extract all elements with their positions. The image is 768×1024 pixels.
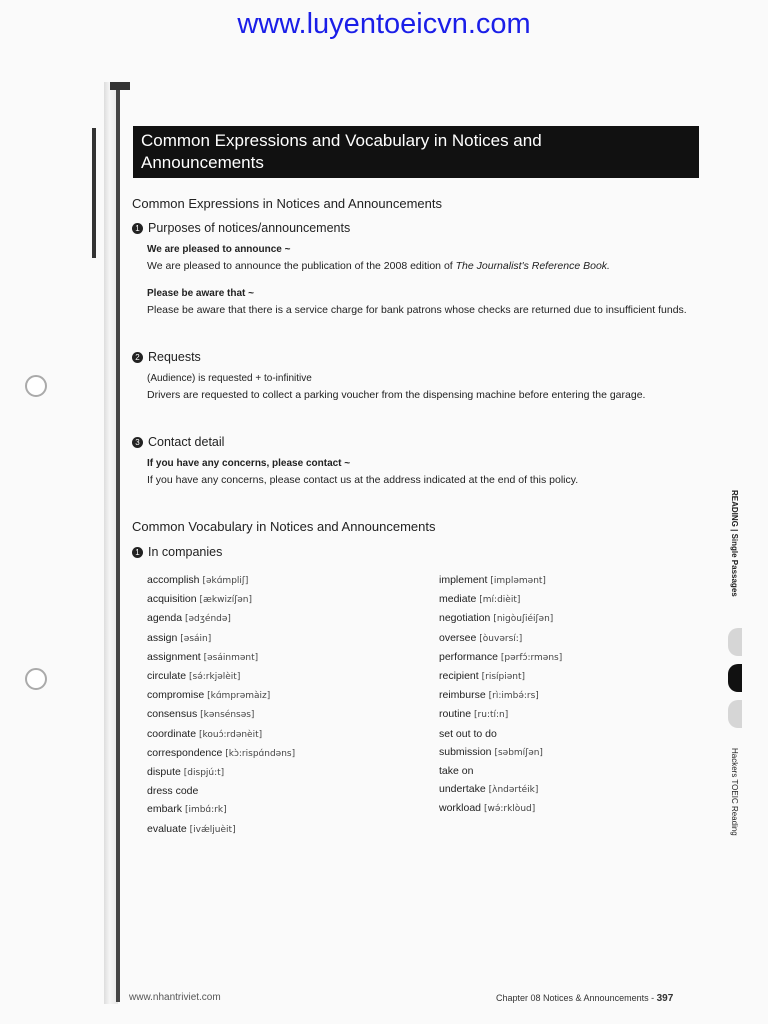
vocab-pronunciation: [kɑ́mprəmàiz] <box>207 691 271 702</box>
vocab-item <box>147 820 295 839</box>
subsection-heading-text: Contact detail <box>148 435 225 449</box>
subsection-heading-purposes <box>132 221 350 235</box>
page-number: 397 <box>656 993 674 1004</box>
vocab-pronunciation: [dispjú:t] <box>183 768 225 779</box>
vocab-word: set out to do <box>439 727 497 740</box>
footer-separator: - <box>648 993 657 1003</box>
vocab-item <box>147 782 295 800</box>
watermark-url[interactable]: www.luyentoeicvn.com <box>237 8 531 40</box>
number-badge: 3 <box>132 437 143 448</box>
vocab-item <box>147 629 295 648</box>
chapter-header-band <box>133 126 699 178</box>
footer-chapter-title: Chapter 08 Notices & Announcements <box>496 993 649 1003</box>
vocab-word: coordinate <box>147 727 197 740</box>
vocab-pronunciation: [impləmənt] <box>490 576 546 586</box>
vocab-pronunciation: [imbɑ́:rk] <box>184 805 227 816</box>
vocab-pronunciation: [kouɔ́:rdənèit] <box>198 729 263 740</box>
expression-label: If you have any concerns, please contact ~ <box>147 458 351 469</box>
book-spine-line <box>116 82 120 1002</box>
vocab-word: performance <box>439 650 498 663</box>
vocab-word: workload <box>439 802 482 815</box>
vocab-word: recipient <box>439 670 479 683</box>
section-title-vocabulary: Common Vocabulary in Notices and Announcements <box>132 519 436 534</box>
vocab-word: correspondence <box>147 746 223 759</box>
vocab-item <box>439 648 562 667</box>
vocab-pronunciation: [risípiənt] <box>481 672 526 683</box>
vocab-item <box>439 629 562 648</box>
number-badge: 1 <box>132 547 143 558</box>
subsection-heading-text: Purposes of notices/announcements <box>148 221 351 235</box>
vocab-item <box>147 800 295 819</box>
vocab-word: take on <box>439 765 474 778</box>
vocabulary-column-left <box>147 571 295 839</box>
vocab-word: reimburse <box>439 689 486 702</box>
vocab-item <box>147 763 295 782</box>
vocab-pronunciation: [ækwizíʃən] <box>199 595 252 606</box>
vocab-word: assignment <box>147 650 201 663</box>
example-block <box>147 286 687 318</box>
subsection-heading-text: Requests <box>148 350 201 364</box>
vocab-pronunciation: [wə́:rklòud] <box>483 804 536 815</box>
example-block <box>147 456 687 488</box>
vocab-word: mediate <box>439 593 477 606</box>
vocab-word: evaluate <box>147 822 187 835</box>
vocab-item <box>147 571 295 590</box>
vocab-word: dispute <box>147 766 181 779</box>
vocab-item <box>439 609 562 628</box>
vocab-item <box>147 590 295 609</box>
vocab-item <box>147 725 295 744</box>
subsection-heading-requests <box>132 350 201 364</box>
vocab-pronunciation: [ru:tí:n] <box>474 710 509 721</box>
vocab-word: dress code <box>147 785 199 798</box>
vocab-pronunciation: [səbmíʃən] <box>494 747 543 758</box>
vocab-word: negotiation <box>439 612 491 625</box>
example-sentence: If you have any concerns, please contact us at the address indicated at the end of this policy. <box>147 474 579 486</box>
book-title-italic: The Journalist's Reference Book. <box>455 260 610 272</box>
section-title-expressions: Common Expressions in Notices and Announcements <box>132 196 442 211</box>
vocab-item <box>439 799 562 818</box>
vocab-pronunciation: [əsáin] <box>180 633 212 644</box>
vocab-word: embark <box>147 803 183 816</box>
example-sentence: Please be aware that there is a service charge for bank patrons whose checks are returned due to insufficient funds. <box>147 304 687 316</box>
vocab-item <box>439 590 562 609</box>
vocab-item <box>439 571 562 590</box>
subsection-heading-text: In companies <box>148 545 223 559</box>
binder-hole-bottom <box>25 668 47 690</box>
vocab-item <box>147 705 295 724</box>
vocab-pronunciation: [kənsénsəs] <box>200 710 255 721</box>
footer-website[interactable]: www.nhantriviet.com <box>129 992 221 1003</box>
vocab-pronunciation: [òuvərsí:] <box>479 633 523 644</box>
vocab-word: assign <box>147 631 178 644</box>
vocab-word: agenda <box>147 612 183 625</box>
vocab-item <box>439 743 562 762</box>
vocab-pronunciation: [sə́:rkjəlèit] <box>189 672 241 683</box>
vocab-item <box>147 744 295 763</box>
vocab-pronunciation: [nigòuʃiéiʃən] <box>493 614 554 625</box>
vocab-item <box>439 686 562 705</box>
vocab-item <box>439 667 562 686</box>
subsection-heading-companies <box>132 545 222 559</box>
vocab-word: consensus <box>147 708 198 721</box>
vocab-pronunciation: [rì:imbə́:rs] <box>488 691 539 702</box>
vocab-pronunciation: [kɔ̀:rispɑ́ndəns] <box>225 748 296 759</box>
vocab-word: routine <box>439 708 472 721</box>
example-block <box>147 242 687 274</box>
vocab-pronunciation: [ʌ̀ndərtéik] <box>488 785 539 796</box>
section-tab-active <box>728 664 742 692</box>
example-block <box>147 371 687 403</box>
vocab-pronunciation: [əkɑ́mpliʃ] <box>202 576 249 586</box>
expression-label: We are pleased to announce ~ <box>147 244 291 255</box>
vocab-word: circulate <box>147 670 187 683</box>
vocab-item <box>147 686 295 705</box>
vocab-pronunciation: [pərfɔ́:rməns] <box>500 652 563 663</box>
section-tab <box>728 628 742 656</box>
vocab-pronunciation: [mí:dièit] <box>479 595 521 606</box>
vocab-item <box>147 648 295 667</box>
number-badge: 2 <box>132 352 143 363</box>
vocab-word: submission <box>439 745 492 758</box>
vocab-item <box>439 762 562 780</box>
vocab-word: acquisition <box>147 593 197 606</box>
chapter-title-line-2: Announcements <box>141 153 264 172</box>
vocab-item <box>439 780 562 799</box>
section-tab <box>728 700 742 728</box>
vocab-word: oversee <box>439 631 477 644</box>
vocab-word: accomplish <box>147 574 200 586</box>
vocab-word: compromise <box>147 689 205 702</box>
side-label-hackers: Hackers TOEIC Reading <box>730 748 739 836</box>
example-sentence <box>147 258 687 274</box>
vocabulary-column-right <box>439 571 562 819</box>
number-badge: 1 <box>132 223 143 234</box>
binder-hole-top <box>25 375 47 397</box>
book-spine-cap <box>110 82 130 90</box>
margin-bar <box>92 128 96 258</box>
vocab-word: undertake <box>439 783 486 796</box>
expression-label: Please be aware that ~ <box>147 288 255 299</box>
vocab-item <box>439 725 562 743</box>
chapter-title-line-1: Common Expressions and Vocabulary in Notices and <box>141 131 542 150</box>
expression-label: (Audience) is requested + to-infinitive <box>147 373 312 384</box>
vocab-pronunciation: [ivǽljuèit] <box>189 824 236 835</box>
vocab-pronunciation: [əsáinmənt] <box>203 652 259 663</box>
vocab-pronunciation: [ədʒéndə] <box>184 614 231 625</box>
vocab-item <box>147 609 295 628</box>
subsection-heading-contact <box>132 435 224 449</box>
vocab-item <box>147 667 295 686</box>
side-label-reading: READING | Single Passages <box>730 490 739 597</box>
vocab-word: implement <box>439 574 488 586</box>
footer-chapter-info <box>496 993 673 1004</box>
example-sentence-text: We are pleased to announce the publication of the 2008 edition of <box>147 260 456 272</box>
vocab-item <box>439 705 562 724</box>
example-sentence: Drivers are requested to collect a parking voucher from the dispensing machine before entering the garage. <box>147 389 646 401</box>
